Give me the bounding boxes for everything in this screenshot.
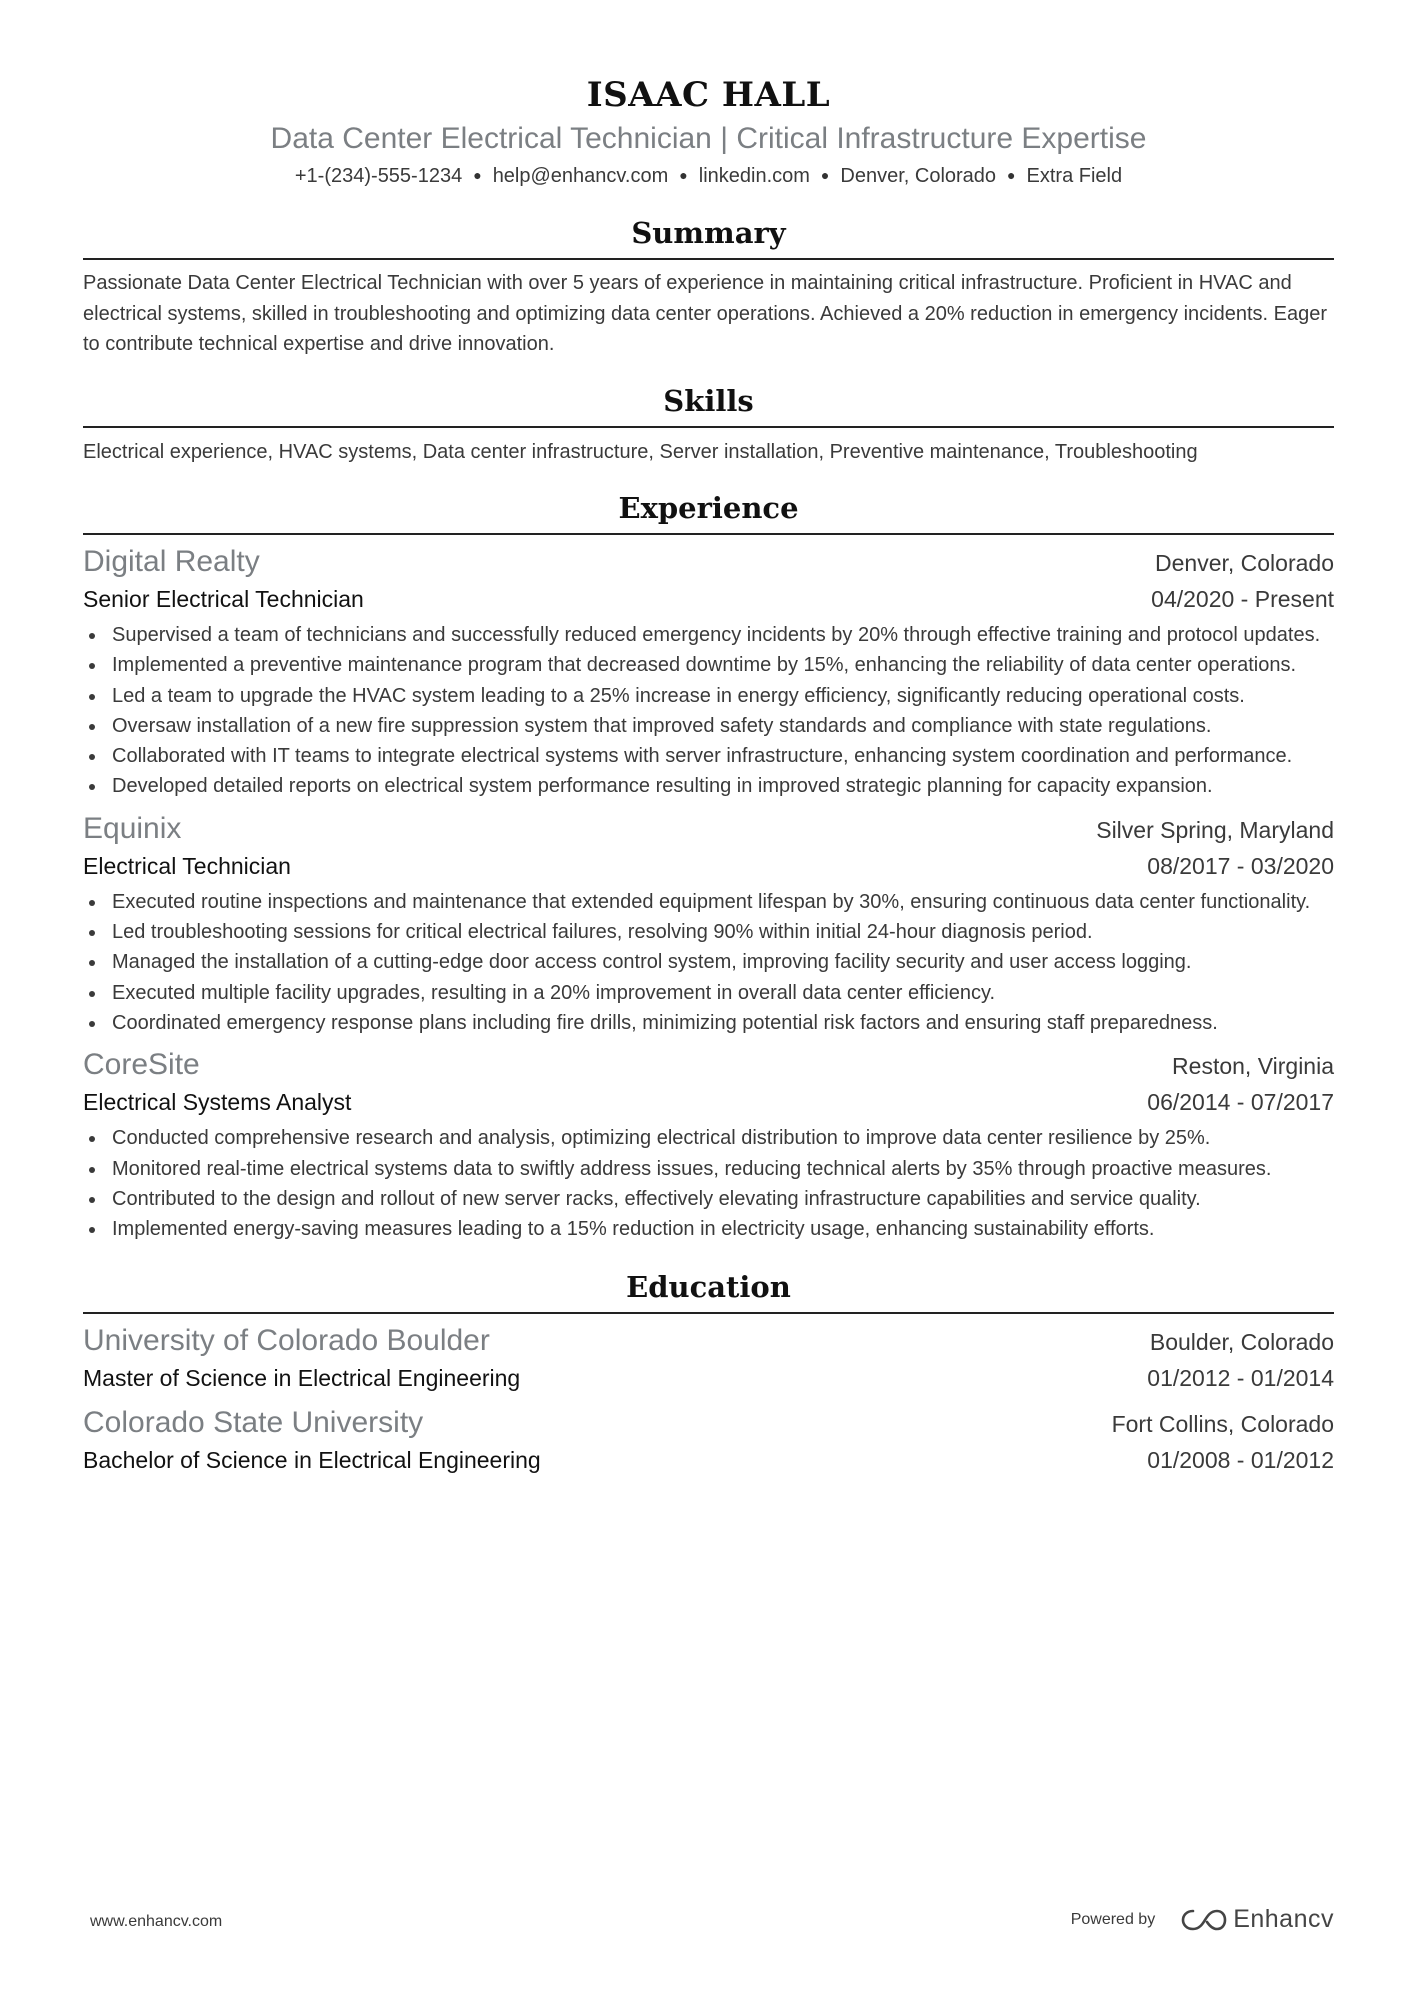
company-name: CoreSite: [83, 1048, 200, 1082]
degree: Master of Science in Electrical Engineering: [83, 1365, 521, 1392]
contact-linkedin[interactable]: linkedin.com: [698, 165, 810, 187]
page-footer: [90, 1903, 1334, 1939]
job-location: Silver Spring, Maryland: [1096, 816, 1334, 843]
job-role: Electrical Systems Analyst: [83, 1089, 352, 1116]
company-name: Digital Realty: [83, 545, 260, 578]
contact-extra: Extra Field: [1026, 165, 1123, 187]
summary-section: [83, 212, 1334, 360]
summary-text: Passionate Data Center Electrical Technician with over 5 years of experience in maintaining critical infrastructure. Proficient in HVAC and electrical systems, skilled in troubleshooting and optimizing data center operations. Achieved a 20% reduction in emergency incidents. Eager to contribute technical expertise and drive innovation.: [83, 272, 1328, 355]
resume-content: [83, 73, 1334, 1478]
bullet-separator: ●: [473, 167, 482, 183]
bullet-item: Coordinated emergency response plans including fire drills, minimizing potential risk factors and ensuring staff preparedness.: [83, 1008, 1334, 1038]
bullet-separator: ●: [1007, 167, 1016, 183]
contact-line: [83, 161, 1334, 190]
job-dates: 04/2020 - Present: [1151, 586, 1334, 612]
enhancv-logo[interactable]: [1181, 1905, 1334, 1934]
experience-section: [83, 487, 1334, 1244]
bullet-item: Contributed to the design and rollout of new server racks, effectively elevating infrastructure capabilities and service quality.: [83, 1184, 1334, 1214]
section-title-experience: Experience: [83, 487, 1334, 535]
job-entry: [83, 810, 1334, 1038]
job-bullets: [83, 1123, 1334, 1244]
bullet-item: Developed detailed reports on electrical system performance resulting in improved strategic planning for capacity expansion.: [83, 771, 1334, 801]
footer-branding: [1071, 1905, 1334, 1934]
bullet-separator: ●: [679, 167, 688, 183]
bullet-item: Executed multiple facility upgrades, resulting in a 20% improvement in overall data center efficiency.: [83, 978, 1334, 1008]
job-entry: [83, 543, 1334, 802]
bullet-item: Executed routine inspections and maintenance that extended equipment lifespan by 30%, ensuring continuous data center functionality.: [83, 887, 1334, 917]
company-name: Equinix: [83, 811, 182, 845]
bullet-item: Led troubleshooting sessions for critical electrical failures, resolving 90% within initial 24-hour diagnosis period.: [83, 917, 1334, 947]
job-bullets: [83, 887, 1334, 1038]
job-location: Reston, Virginia: [1172, 1053, 1334, 1080]
bullet-item: Conducted comprehensive research and analysis, optimizing electrical distribution to improve data center resilience by 25%.: [83, 1123, 1334, 1153]
candidate-title: Data Center Electrical Technician | Critical Infrastructure Expertise: [270, 122, 1147, 155]
school-name: Colorado State University: [83, 1406, 424, 1440]
job-dates: 06/2014 - 07/2017: [1147, 1089, 1334, 1116]
job-role: Senior Electrical Technician: [83, 586, 364, 612]
powered-by-label: Powered by: [1070, 1910, 1156, 1928]
bullet-item: Collaborated with IT teams to integrate electrical systems with server infrastructure, enhancing system coordination and performance.: [83, 741, 1334, 771]
bullet-item: Monitored real-time electrical systems data to swiftly address issues, reducing technical alerts by 35% through proactive measures.: [83, 1154, 1334, 1184]
school-name: University of Colorado Boulder: [83, 1324, 490, 1358]
job-bullets: [83, 620, 1334, 802]
candidate-name: ISAAC HALL: [586, 75, 831, 115]
bullet-separator: ●: [820, 167, 830, 183]
bullet-item: Implemented a preventive maintenance program that decreased downtime by 15%, enhancing the reliability of data center operations.: [83, 650, 1334, 680]
contact-email[interactable]: help@enhancv.com: [492, 165, 669, 187]
bullet-item: Implemented energy-saving measures leading to a 15% reduction in electricity usage, enhancing sustainability efforts.: [83, 1214, 1334, 1244]
job-entry: [83, 1046, 1334, 1244]
school-location: Boulder, Colorado: [1149, 1329, 1334, 1356]
section-title-skills: Skills: [83, 380, 1334, 428]
contact-phone[interactable]: +1-(234)-555-1234: [294, 165, 463, 187]
degree: Bachelor of Science in Electrical Engineering: [83, 1447, 541, 1474]
footer-website-link[interactable]: www.enhancv.com: [90, 1913, 223, 1930]
enhancv-logo-icon: [1181, 1907, 1227, 1933]
bullet-item: Supervised a team of technicians and successfully reduced emergency incidents by 20% through effective training and protocol updates.: [83, 620, 1334, 650]
education-section: [83, 1266, 1334, 1478]
job-dates: 08/2017 - 03/2020: [1147, 852, 1334, 879]
section-title-education: Education: [83, 1266, 1334, 1314]
education-dates: 01/2008 - 01/2012: [1147, 1447, 1334, 1474]
education-entry: [83, 1322, 1334, 1396]
contact-location: Denver, Colorado: [840, 165, 997, 187]
school-location: Fort Collins, Colorado: [1111, 1411, 1334, 1438]
education-dates: 01/2012 - 01/2014: [1147, 1365, 1334, 1392]
skills-section: [83, 380, 1334, 468]
bullet-item: Oversaw installation of a new fire suppression system that improved safety standards and compliance with state regulations.: [83, 711, 1334, 741]
enhancv-logo-text: Enhancv: [1233, 1905, 1334, 1933]
skills-text: Electrical experience, HVAC systems, Data center infrastructure, Server installation, Preventive maintenance, Troubleshooting: [83, 440, 1198, 463]
bullet-item: Managed the installation of a cutting-edge door access control system, improving facility security and user access logging.: [83, 947, 1334, 977]
bullet-item: Led a team to upgrade the HVAC system leading to a 25% increase in energy efficiency, significantly reducing operational costs.: [83, 681, 1334, 711]
section-title-summary: Summary: [83, 212, 1334, 260]
education-entry: [83, 1404, 1334, 1478]
job-location: Denver, Colorado: [1155, 550, 1334, 576]
job-role: Electrical Technician: [83, 852, 291, 879]
